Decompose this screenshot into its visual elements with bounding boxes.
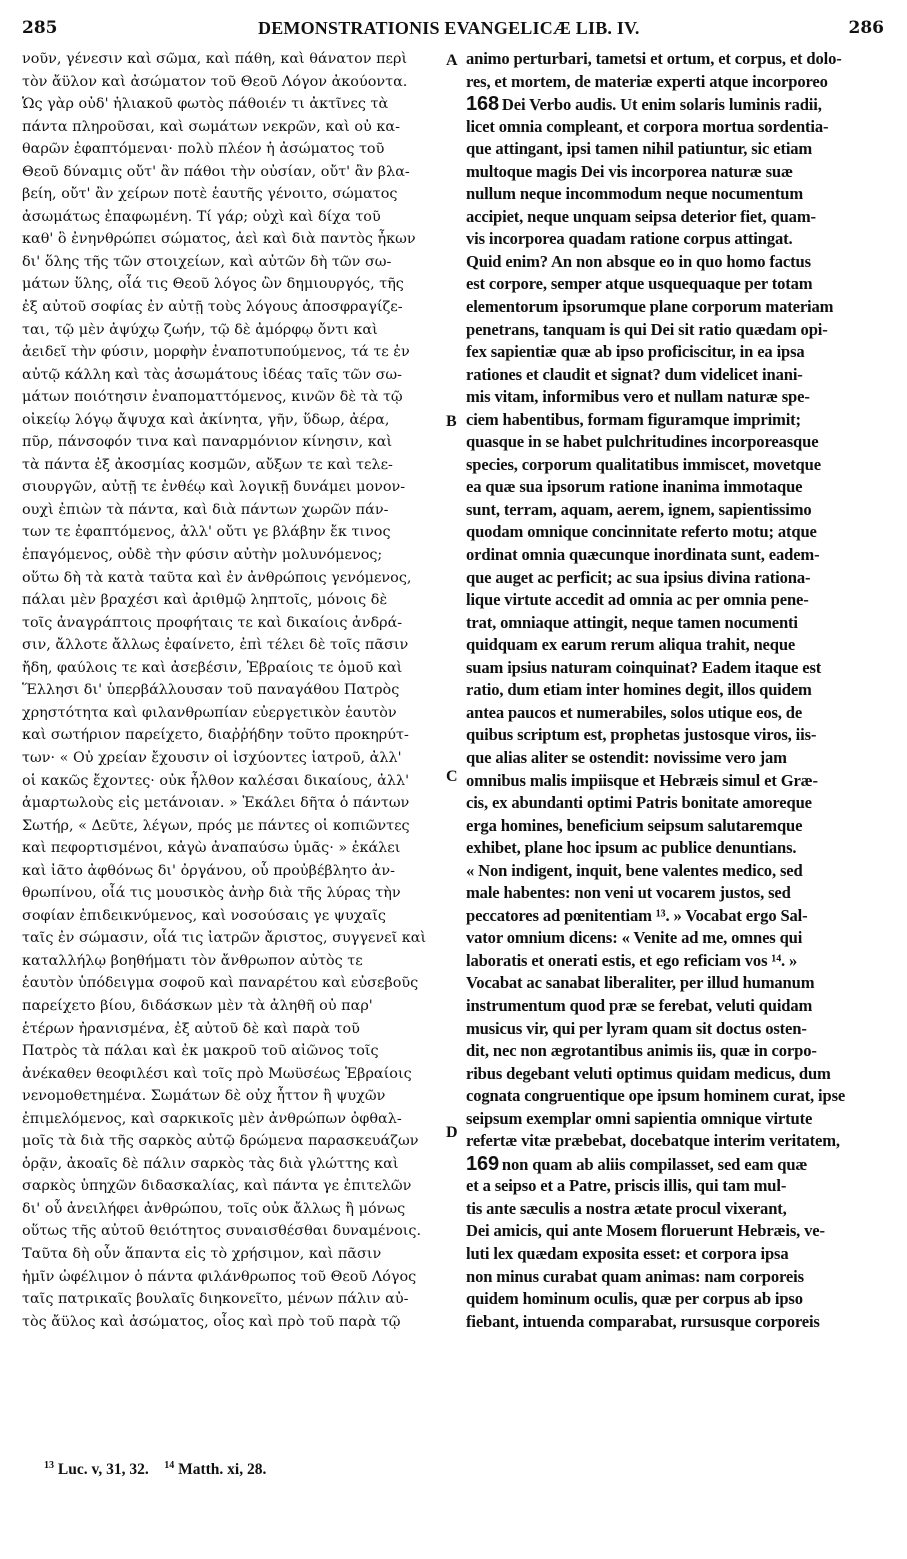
latin-line — [466, 1085, 890, 1108]
latin-line-text: quidquam ex earum rerum aliqua trahit, neque — [466, 635, 796, 655]
latin-line-text: exhibet, plane hoc ipsum ac publice denuntians. — [466, 838, 797, 858]
latin-line-text: musicus vir, qui per lyram quam sit doctus osten- — [466, 1018, 807, 1038]
latin-line — [466, 341, 890, 364]
latin-line — [466, 161, 890, 184]
latin-line — [466, 476, 890, 499]
greek-line — [22, 544, 442, 567]
greek-line — [22, 702, 442, 725]
greek-line-text: καθ' ὃ ἐνηνθρώπει σώματος, ἀεὶ καὶ διὰ παντὸς ἦκων — [22, 231, 416, 248]
greek-line-text: ὁρᾷν, ἀκοαῖς δὲ πάλιν σαρκὸς τὰς διὰ γλώττης καὶ — [22, 1155, 399, 1172]
latin-line-text: nullum neque incommodum neque nocumentum — [466, 184, 803, 204]
greek-line — [22, 431, 442, 454]
latin-line-text: lique virtute accedit ad omnia ac per omnia pene- — [466, 590, 809, 610]
greek-line — [22, 319, 442, 342]
latin-line-text: Dei amicis, qui ante Mosem floruerunt Hebræis, ve- — [466, 1221, 825, 1241]
greek-line — [22, 364, 442, 387]
latin-line — [466, 1108, 890, 1131]
greek-line — [22, 386, 442, 409]
latin-line — [466, 454, 890, 477]
latin-line — [466, 860, 890, 883]
latin-line-text: fiebant, intuenda comparabat, rursusque corporeis — [466, 1311, 820, 1331]
greek-line-text: σαρκὸς ὑπηχῶν διδασκαλίας, καὶ πάντα γε ἐπιτελῶν — [22, 1178, 412, 1195]
latin-line — [466, 1288, 890, 1311]
latin-line-text: erga homines, beneficium seipsum salutaremque — [466, 815, 803, 835]
greek-line-text: οὕτω δὴ τὰ κατὰ ταῦτα καὶ ἐν ἀνθρώποις γενόμενος, — [22, 569, 412, 586]
greek-line-text: τὸς ἄϋλος καὶ ἀσώματος, οἷος καὶ πρὸ τοῦ παρὰ τῷ — [22, 1313, 401, 1330]
latin-line-text: sunt, terram, aquam, aerem, ignem, sapientissimo — [466, 499, 812, 519]
latin-line-text: ea quæ sua ipsorum ratione inanima immotaque — [466, 477, 803, 497]
greek-line — [22, 273, 442, 296]
greek-line — [22, 116, 442, 139]
latin-line — [466, 792, 890, 815]
greek-line-text: πῦρ, πάνσοφόν τινα καὶ παναρμόνιον κίνησιν, καὶ — [22, 434, 393, 451]
latin-line-text: non minus curabat quam animas: nam corporeis — [466, 1266, 804, 1286]
greek-line-text: μοῖς τὰ διὰ τῆς σαρκὸς αὐτῷ δρώμενα παρασκευάζων — [22, 1133, 419, 1150]
greek-line — [22, 521, 442, 544]
greek-line-text: χρηστότητα καὶ φιλανθρωπίαν εὐεργετικὸν ἑαυτὸν — [22, 704, 397, 721]
greek-line-text: των τε ἐφαπτόμενος, ἀλλ' οὔτι γε βλάβην ἔκ τινος — [22, 524, 391, 541]
latin-line — [466, 589, 890, 612]
greek-line-text: οὕτως τῆς αὐτοῦ θειότητος συναισθέσθαι δυναμένοις. — [22, 1223, 422, 1240]
greek-line-text: Σωτήρ, « Δεῦτε, λέγων, πρός με πάντες οἱ κοπιῶντες — [22, 817, 410, 834]
greek-line-text: ἀσωμάτως ἐπαφωμένη. Τί γάρ; οὐχὶ καὶ δίχα τοῦ — [22, 208, 381, 225]
latin-line — [466, 612, 890, 635]
greek-line-text: Θεοῦ δύναμις οὔτ' ἂν πάθοι τὴν οὐσίαν, οὔτ' ἂν βλα- — [22, 163, 410, 180]
greek-line-text: δι' οὗ ἀνειλήφει ἀνθρώπου, τοῖς οὐκ ἄλλως ἢ μόνως — [22, 1200, 406, 1217]
latin-line-text: seipsum exemplar omni sapientia omnique virtute — [466, 1108, 813, 1128]
greek-line-text: ἐπιμελόμενος, καὶ σαρκικοῖς μὲν ἀνθρώπων ὀφθαλ- — [22, 1110, 402, 1127]
latin-line — [466, 71, 890, 94]
greek-line-text: ἀνέκαθεν θεοφιλέσι καὶ τοῖς πρὸ Μωϋσέως Ἑβραίοις — [22, 1065, 412, 1082]
column-number: 168 — [466, 93, 499, 116]
latin-line — [466, 364, 890, 387]
latin-line — [466, 386, 890, 409]
greek-line-text: ἤδη, φαύλοις τε καὶ ἀσεβέσιν, Ἑβραίοις τε ὁμοῦ καὶ — [22, 659, 403, 676]
latin-line-text: antea paucos et numerabiles, solos utique eos, de — [466, 702, 803, 722]
greek-line-text: ἑτέρων ἠρανισμένα, ἐξ αὐτοῦ δὲ καὶ παρὰ τοῦ — [22, 1020, 360, 1037]
greek-line — [22, 724, 442, 747]
greek-line — [22, 48, 442, 71]
greek-line — [22, 1040, 442, 1063]
column-marker-a: A — [446, 52, 458, 69]
latin-line — [466, 567, 890, 590]
greek-line-text: καταλλήλῳ βοηθήματι τὸν ἄνθρωπον αὐτὸς τε — [22, 952, 363, 969]
greek-line-text: ἁμαρτωλοὺς εἰς μετάνοιαν. » Ἐκάλει δῆτα ὁ πάντων — [22, 795, 410, 812]
greek-line-text: ἐξ αὐτοῦ σοφίας ἐν αὐτῇ τοὺς λόγους ἀποσφραγίζε- — [22, 299, 403, 316]
greek-line — [22, 93, 442, 116]
latin-line-text: vator omnium dicens: « Venite ad me, omnes qui — [466, 928, 803, 948]
latin-line-text: accipiet, neque unquam seipsa deterior fiet, quam- — [466, 206, 816, 226]
greek-line — [22, 927, 442, 950]
latin-line-text: licet omnia compleant, et corpora mortua sordentia- — [466, 116, 829, 136]
greek-line — [22, 792, 442, 815]
greek-line — [22, 589, 442, 612]
greek-line-text: ταῖς ἐν σώμασιν, οἷά τις ἰατρῶν ἄριστος, συγγενεῖ καὶ — [22, 930, 427, 947]
latin-line — [466, 273, 890, 296]
greek-line — [22, 905, 442, 928]
latin-column — [466, 48, 890, 1333]
latin-line — [466, 431, 890, 454]
greek-line-text: τοῖς ἀναγράπτοις προφήταις τε καὶ δικαίοις ἀνδρά- — [22, 614, 403, 631]
footnote-13-mark: 13 — [44, 1460, 54, 1471]
greek-line-text: καὶ ἰᾶτο ἀφθόνως δι' ὀργάνου, οὗ προὐβέβλητο ἀν- — [22, 862, 395, 879]
latin-line — [466, 1243, 890, 1266]
latin-line-text: instrumentum quod præ se ferebat, veluti quidam — [466, 995, 813, 1015]
greek-line — [22, 1243, 442, 1266]
greek-line — [22, 1220, 442, 1243]
greek-line — [22, 770, 442, 793]
greek-line — [22, 950, 442, 973]
latin-line — [466, 1040, 890, 1063]
greek-line-text: θρωπίνου, οἷά τις μουσικὸς ἀνὴρ διὰ τῆς λύρας τὴν — [22, 885, 401, 902]
greek-line-text: καὶ πεφορτισμένοι, κἀγὼ ἀναπαύσω ὑμᾶς· » ἐκάλει — [22, 840, 401, 857]
greek-line-text: μάτων ὕλης, οἷά τις Θεοῦ λόγος ὢν δημιουργός, τῆς — [22, 276, 404, 293]
latin-line — [466, 499, 890, 522]
greek-line — [22, 161, 442, 184]
latin-line-text: Vocabat ac sanabat liberaliter, per illud humanum — [466, 973, 815, 993]
latin-line-text: vis incorporea quadam ratione corpus attingat. — [466, 229, 793, 249]
greek-line — [22, 1311, 442, 1334]
greek-line — [22, 228, 442, 251]
greek-line-text: πάντα πληροῦσαι, καὶ σωμάτων νεκρῶν, καὶ οὐ κα- — [22, 118, 400, 135]
greek-line-text: βείη, οὔτ' ἂν χείρων ποτὲ ἑαυτῆς γένοιτο, σώματος — [22, 186, 398, 203]
greek-line — [22, 1063, 442, 1086]
footnote-14-ref: Matth. xi, 28. — [178, 1461, 267, 1479]
latin-line — [466, 93, 890, 116]
left-page-number: 285 — [22, 18, 58, 38]
latin-line-text: Dei Verbo audis. Ut enim solaris luminis radii, — [501, 95, 822, 115]
latin-line — [466, 995, 890, 1018]
greek-line-text: νοῦν, γένεσιν καὶ σῶμα, καὶ πάθη, καὶ θάνατον περὶ — [22, 51, 408, 67]
greek-line — [22, 972, 442, 995]
greek-line-text: Πατρὸς τὰ πάλαι καὶ ἐκ μακροῦ τοῦ αἰῶνος τοῖς — [22, 1043, 379, 1060]
column-marker-b: B — [446, 413, 457, 430]
greek-line-text: ται, τῷ μὲν ἀψύχῳ ζωήν, τῷ δὲ ἀμόρφῳ ὄντι καὶ — [22, 321, 378, 338]
latin-line-text: fex sapientiæ quæ ab ipso proficiscitur, in ea ipsa — [466, 342, 805, 362]
latin-line-text: et a seipso et a Patre, priscis illis, qui tam mul- — [466, 1176, 787, 1196]
greek-line-text: ουχὶ ἐπιὼν τὰ πάντα, καὶ διὰ πάντων χωρῶν πάν- — [22, 501, 389, 518]
latin-line — [466, 1063, 890, 1086]
latin-line — [466, 228, 890, 251]
latin-line — [466, 927, 890, 950]
greek-line — [22, 1266, 442, 1289]
latin-line — [466, 815, 890, 838]
latin-line — [466, 837, 890, 860]
greek-line — [22, 837, 442, 860]
greek-line — [22, 71, 442, 94]
right-page-number: 286 — [848, 18, 884, 38]
greek-line — [22, 183, 442, 206]
latin-line-text: ratio, dum etiam inter homines degit, illos quidem — [466, 680, 812, 700]
running-title: DEMONSTRATIONIS EVANGELICÆ LIB. IV. — [258, 18, 640, 38]
greek-line — [22, 454, 442, 477]
greek-line — [22, 747, 442, 770]
latin-line-text: cis, ex abundanti optimi Patris bonitate amoreque — [466, 793, 812, 813]
greek-line — [22, 1153, 442, 1176]
latin-line — [466, 1266, 890, 1289]
footnote-14-mark: 14 — [164, 1460, 175, 1471]
latin-line — [466, 634, 890, 657]
greek-line-text: ἡμῖν ὠφέλιμον ὁ πάντα φιλάνθρωπος τοῦ Θεοῦ Λόγος — [22, 1268, 417, 1285]
greek-line-text: παρείχετο βίου, διδάσκων μὲν τὰ ἀληθῆ οὐ παρ' — [22, 997, 373, 1014]
latin-line — [466, 905, 890, 928]
latin-line-text: non quam ab aliis compilasset, sed eam quæ — [501, 1154, 808, 1174]
latin-line-text: luti lex quædam exposita esset: et corpora ipsa — [466, 1243, 789, 1263]
greek-line — [22, 251, 442, 274]
latin-line — [466, 319, 890, 342]
latin-line-text: quidem hominum oculis, quæ per corpus ab ipso — [466, 1289, 803, 1309]
greek-line-text: σοφίαν ἐπιδεικνύμενος, καὶ νοσούσαις γε ψυχαῖς — [22, 907, 386, 924]
latin-line-text: suam ipsius naturam coinquinat? Eadem itaque est — [466, 657, 822, 677]
greek-line-text: Ταῦτα δὴ οὖν ἅπαντα εἰς τὸ χρήσιμον, καὶ πᾶσιν — [22, 1245, 382, 1262]
latin-line — [466, 183, 890, 206]
column-number: 169 — [466, 1152, 499, 1175]
latin-line — [466, 296, 890, 319]
page-header — [18, 14, 890, 42]
latin-line — [466, 251, 890, 274]
greek-line — [22, 1175, 442, 1198]
greek-line-text: ἐπαγόμενος, οὐδὲ τὴν φύσιν αὐτὴν μολυνόμενος; — [22, 547, 383, 564]
latin-line — [466, 679, 890, 702]
latin-line-text: « Non indigent, inquit, bene valentes medico, sed — [466, 860, 803, 880]
greek-line-text: δι' ὅλης τῆς τῶν στοιχείων, καὶ αὐτῶν δὴ τῶν σω- — [22, 253, 392, 270]
greek-line-text: τὰ πάντα ἐξ ἀκοσμίας κοσμῶν, αὔξων τε καὶ τελε- — [22, 456, 393, 473]
greek-line-text: Ἕλλησι δι' ὑπερβάλλουσαν τοῦ παναγάθου Πατρὸς — [22, 682, 400, 699]
greek-line — [22, 1085, 442, 1108]
latin-line — [466, 657, 890, 680]
latin-line — [466, 1130, 890, 1153]
latin-line-text: elementorum ipsorumque plane corporum materiam — [466, 297, 834, 317]
latin-line-text: omnibus malis impiisque et Hebræis simul et Græ- — [466, 770, 818, 790]
greek-line — [22, 860, 442, 883]
greek-line-text: σιουργῶν, αὐτῇ τε ἐνθέῳ καὶ λογικῇ δυνάμει μονον- — [22, 479, 406, 496]
greek-line — [22, 634, 442, 657]
latin-line — [466, 1311, 890, 1334]
latin-line — [466, 1153, 890, 1176]
greek-line-text: μάτων ποιότησιν ἐναποματτόμενος, κινῶν δὲ τὰ τῷ — [22, 389, 403, 406]
greek-line-text: πάλαι μὲν βραχέσι καὶ ἀριθμῷ ληπτοῖς, μόνοις δὲ — [22, 592, 388, 609]
latin-line-text: que attingant, ipsi tamen nihil patiuntur, sic etiam — [466, 139, 813, 159]
greek-line — [22, 1130, 442, 1153]
greek-line-text: αὐτῷ κάλλη καὶ τὰς ἀσωμάτους ἰδέας ταῖς τῶν σω- — [22, 366, 402, 383]
latin-line-text: mis vitam, informibus vero et nullam naturæ spe- — [466, 387, 810, 407]
greek-line-text: Ὡς γὰρ οὐδ' ἡλιακοῦ φωτὸς πάθοιέν τι ἀκτῖνες τὰ — [22, 96, 389, 113]
greek-line-text: οἱ κακῶς ἔχοντες· οὐκ ἦλθον καλέσαι δικαίους, ἀλλ' — [22, 772, 410, 789]
greek-line — [22, 995, 442, 1018]
latin-line — [466, 770, 890, 793]
latin-line-text: laboratis et onerati estis, et ego reficiam vos ¹⁴. » — [466, 950, 798, 970]
latin-line — [466, 747, 890, 770]
footnote-13-ref: Luc. v, 31, 32. — [57, 1461, 149, 1479]
greek-line-text: σιν, ἄλλοτε ἄλλως ἐφαίνετο, ἐπὶ τέλει δὲ τοῖς πᾶσιν — [22, 637, 409, 654]
latin-line-text: rationes et claudit et signat? dum videlicet inani- — [466, 364, 803, 384]
greek-line — [22, 341, 442, 364]
latin-line-text: dit, nec non ægrotantibus animis iis, quæ in corpo- — [466, 1041, 817, 1061]
greek-line — [22, 815, 442, 838]
greek-line — [22, 1198, 442, 1221]
greek-line — [22, 409, 442, 432]
greek-line — [22, 679, 442, 702]
latin-line-text: Quid enim? An non absque eo in quo homo factus — [466, 251, 811, 271]
latin-line — [466, 702, 890, 725]
latin-line-text: refertæ vitæ præbebat, docebatque interim veritatem, — [466, 1131, 840, 1151]
greek-line — [22, 138, 442, 161]
latin-line — [466, 544, 890, 567]
latin-line-text: quibus scriptum est, prophetas justosque viros, iis- — [466, 725, 817, 745]
latin-line-text: male habentes: non veni ut vocarem justos, sed — [466, 883, 791, 903]
latin-line-text: trat, omniaque attingit, neque tamen nocumenti — [466, 612, 798, 632]
latin-line — [466, 116, 890, 139]
greek-line — [22, 567, 442, 590]
latin-line-text: species, corporum qualitatibus immiscet, movetque — [466, 454, 821, 474]
greek-line-text: των· « Οὐ χρείαν ἔχουσιν οἱ ἰσχύοντες ἰατροῦ, ἀλλ' — [22, 749, 402, 766]
greek-line — [22, 499, 442, 522]
greek-line-text: καὶ σωτήριον παρείχετο, διαῤῥήδην τοῦτο προκηρύτ- — [22, 727, 409, 744]
column-marker-c: C — [446, 768, 458, 785]
latin-line-text: quodam omnique concinnitate referto motu; atque — [466, 522, 817, 542]
latin-line — [466, 724, 890, 747]
greek-line — [22, 612, 442, 635]
latin-line-text: tis ante sæculis a nostra ætate procul vixerant, — [466, 1198, 787, 1218]
greek-line — [22, 882, 442, 905]
latin-line — [466, 972, 890, 995]
latin-line — [466, 206, 890, 229]
latin-line-text: ordinat omnia quæcunque inordinata sunt, eadem- — [466, 545, 820, 565]
greek-line-text: νενομοθετημένα. Σωμάτων δὲ οὐχ ἧττον ἢ ψυχῶν — [22, 1088, 386, 1105]
latin-line — [466, 1018, 890, 1041]
latin-line — [466, 1220, 890, 1243]
latin-line — [466, 521, 890, 544]
greek-line — [22, 206, 442, 229]
latin-line-text: penetrans, tanquam is qui Dei sit ratio quædam opi- — [466, 319, 828, 339]
greek-line-text: θαρῶν ἐφαπτόμεναι· πολὺ πλέον ἡ ἀσώματος τοῦ — [22, 141, 385, 158]
latin-line-text: cognata congruentique ope ipsum hominem curat, ipse — [466, 1086, 846, 1106]
greek-line — [22, 296, 442, 319]
greek-column — [22, 48, 442, 1333]
footnotes — [44, 1460, 266, 1479]
latin-line — [466, 1198, 890, 1221]
greek-line — [22, 1108, 442, 1131]
latin-line — [466, 950, 890, 973]
latin-line-text: animo perturbari, tametsi et ortum, et corpus, et dolo- — [466, 49, 842, 68]
latin-line-text: que auget ac perficit; ac sua ipsius divina rationa- — [466, 567, 811, 587]
greek-line-text: ἑαυτὸν ὑπόδειγμα σοφοῦ καὶ παναρέτου καὶ εὐσεβοῦς — [22, 975, 419, 992]
latin-line — [466, 882, 890, 905]
greek-line-text: ἀειδεῖ τὴν φύσιν, μορφὴν ἐναποτυπούμενος, τά τε ἐν — [22, 344, 410, 361]
greek-line — [22, 476, 442, 499]
latin-line — [466, 1175, 890, 1198]
latin-line — [466, 48, 890, 71]
latin-line-text: quasque in se habet pulchritudines incorporeasque — [466, 432, 819, 452]
latin-line — [466, 409, 890, 432]
latin-line-text: peccatores ad pœnitentiam ¹³. » Vocabat ergo Sal- — [466, 905, 808, 925]
greek-line — [22, 657, 442, 680]
latin-line-text: res, et mortem, de materiæ experti atque incorporeo — [466, 71, 828, 91]
latin-line-text: multoque magis Dei vis incorporea naturæ suæ — [466, 161, 793, 181]
latin-line-text: que alias aliter se ostendit: novissime vero jam — [466, 747, 787, 767]
greek-line-text: τὸν ἄϋλον καὶ ἀσώματον τοῦ Θεοῦ Λόγον ἀκούοντα. — [22, 73, 408, 90]
latin-line-text: ribus degebant veluti optimus quidam medicus, dum — [466, 1063, 831, 1083]
greek-line-text: οἰκείῳ λόγῳ ἄψυχα καὶ ἀκίνητα, γῆν, ὕδωρ, ἀέρα, — [22, 411, 390, 428]
greek-line — [22, 1018, 442, 1041]
latin-line-text: est corpore, semper atque usquequaque per totam — [466, 274, 813, 294]
latin-line — [466, 138, 890, 161]
latin-line-text: ciem habentibus, formam figuramque imprimit; — [466, 409, 801, 429]
column-marker-d: D — [446, 1124, 458, 1141]
greek-line — [22, 1288, 442, 1311]
greek-line-text: ταῖς πατρικαῖς βουλαῖς διηκονεῖτο, μένων πάλιν αὐ- — [22, 1291, 409, 1308]
